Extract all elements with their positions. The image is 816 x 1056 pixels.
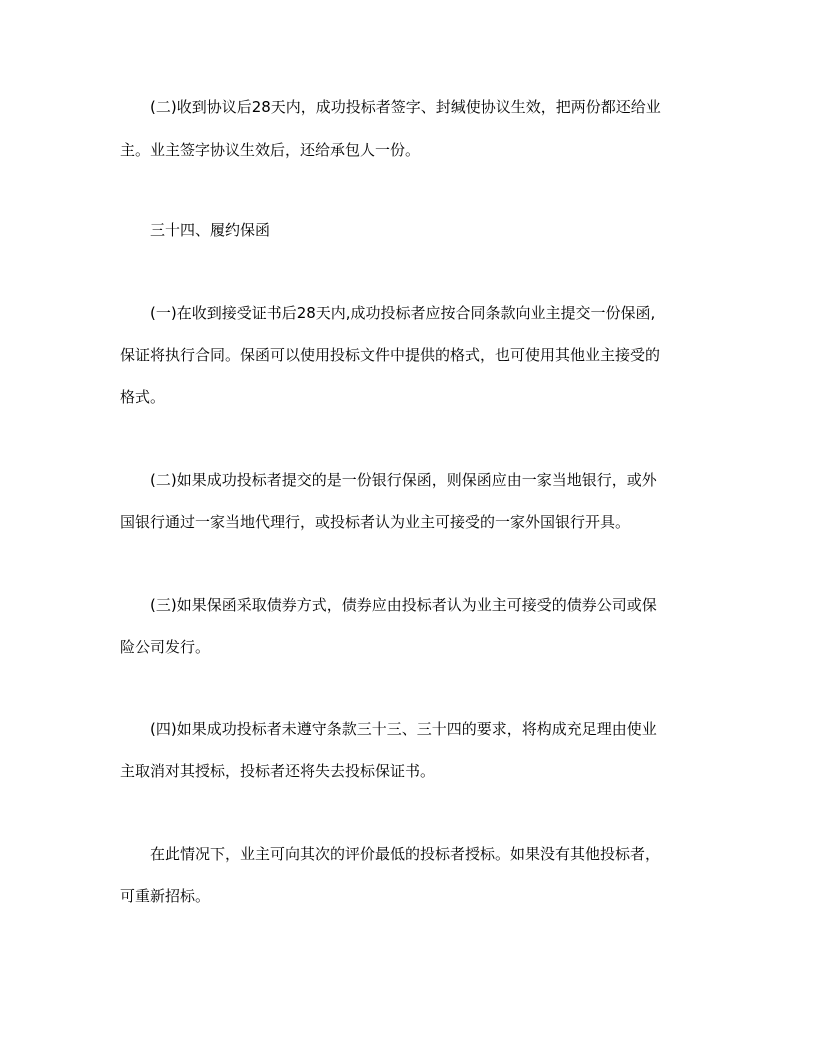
text-line: 主取消对其授标，投标者还将失去投标保证书。 bbox=[120, 762, 436, 780]
text-line: 保证将执行合同。保函可以使用投标文件中提供的格式，也可使用其他业主接受的 bbox=[120, 346, 661, 364]
text-line: (三)如果保函采取债券方式，债券应由投标者认为业主可接受的债券公司或保 bbox=[150, 596, 657, 614]
text-line: 国银行通过一家当地代理行，或投标者认为业主可接受的一家外国银行开具。 bbox=[120, 513, 631, 531]
text-line: 险公司发行。 bbox=[120, 638, 211, 656]
section-heading-text: 三十四、履约保函 bbox=[150, 221, 271, 239]
text-line: 格式。 bbox=[120, 388, 166, 406]
text-line: (二)如果成功投标者提交的是一份银行保函，则保函应由一家当地银行，或外 bbox=[150, 471, 657, 489]
text-line: 在此情况下，业主可向其次的评价最低的投标者授标。如果没有其他投标者， bbox=[150, 845, 661, 863]
text-line: (四)如果成功投标者未遵守条款三十三、三十四的要求，将构成充足理由使业 bbox=[150, 720, 657, 738]
text-line: (一)在收到接受证书后28天内,成功投标者应按合同条款向业主提交一份保函, bbox=[150, 304, 656, 322]
text-line: (二)收到协议后28天内，成功投标者签字、封缄使协议生效，把两份都还给业 bbox=[150, 98, 661, 116]
text-line: 可重新招标。 bbox=[120, 887, 211, 905]
text-line: 主。业主签字协议生效后，还给承包人一份。 bbox=[120, 141, 421, 159]
